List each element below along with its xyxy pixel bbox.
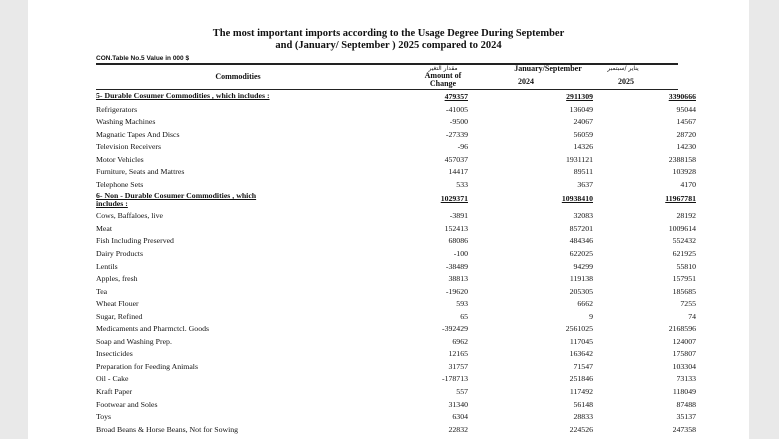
value-2024-cell: 24067 (573, 117, 593, 127)
amount-of-change-cell: 1029371 (440, 194, 468, 204)
amount-of-change-cell: -3891 (449, 211, 468, 221)
commodity-name (96, 374, 128, 383)
document-page (28, 0, 749, 439)
amount-of-change-cell: 152413 (444, 223, 468, 233)
header-year-2024: 2024 (518, 77, 534, 86)
commodity-name-text: Apples, fresh (96, 274, 138, 284)
value-2025-cell: 73133 (676, 374, 696, 384)
value-2024-cell: 28833 (573, 412, 593, 422)
amount-of-change-cell: 31757 (448, 361, 468, 371)
value-2025-cell: 552432 (672, 236, 696, 246)
value-2024-cell: 56148 (573, 399, 593, 409)
commodity-name (96, 249, 143, 258)
viewer-left-margin (0, 0, 28, 439)
amount-of-change-cell: -392429 (442, 324, 468, 334)
value-2024-cell: 1931121 (566, 154, 593, 164)
value-2025-cell: 175807 (672, 349, 696, 359)
value-2025-cell: 621925 (672, 249, 696, 259)
table-row (96, 104, 696, 117)
value-2024-cell: 89511 (573, 167, 593, 177)
amount-of-change-cell: 65 (460, 311, 468, 321)
commodity-name-text: 6- Non - Durable Cosumer Commodities , which (96, 191, 257, 201)
commodity-name (96, 299, 139, 308)
amount-of-change-cell: 479357 (444, 92, 468, 101)
table-row (96, 179, 696, 192)
commodity-name-text: Washing Machines (96, 117, 156, 127)
value-2025-cell: 11967781 (665, 194, 696, 204)
commodity-name (96, 167, 184, 176)
value-2024-cell: 94299 (573, 261, 593, 271)
table-row (96, 261, 696, 274)
commodity-name-text: Dairy Products (96, 249, 143, 259)
commodity-name (96, 192, 256, 208)
commodity-name (96, 117, 155, 126)
value-2024-cell: 117045 (569, 336, 593, 346)
commodity-name-text: Kraft Paper (96, 387, 133, 397)
value-2024-cell: 2911309 (566, 92, 593, 101)
value-2024-cell: 205305 (569, 286, 593, 296)
commodity-name (96, 337, 172, 346)
commodity-name (96, 142, 161, 151)
header-change-arabic: مقدار التغير (428, 65, 458, 72)
commodity-name-text: Soap and Washing Prep. (96, 336, 172, 346)
table-row (96, 373, 696, 386)
commodity-name-text: Tea (96, 286, 108, 296)
commodity-name (96, 236, 174, 245)
value-2025-cell: 247358 (672, 424, 696, 434)
amount-of-change-cell: 557 (456, 387, 468, 397)
header-change-line-2: Change (429, 79, 457, 88)
value-2025-cell: 28192 (676, 211, 696, 221)
commodity-name (96, 130, 180, 139)
amount-of-change-cell: 533 (456, 179, 468, 189)
amount-of-change-cell: -9500 (449, 117, 468, 127)
table-title (28, 28, 749, 52)
commodity-name-text: Meat (96, 223, 113, 233)
value-2025-cell: 55810 (676, 261, 696, 271)
table-row (96, 210, 696, 223)
table-row (96, 411, 696, 424)
viewer-right-margin (749, 0, 779, 439)
value-2025-cell: 87488 (676, 399, 696, 409)
table-row (96, 399, 696, 412)
commodity-name-text: Telephone Sets (96, 179, 144, 189)
value-2025-cell: 7255 (680, 299, 696, 309)
commodity-name-text: Magnatic Tapes And Discs (96, 129, 180, 139)
amount-of-change-cell: 593 (456, 299, 468, 309)
header-change-line-1: Amount of (424, 71, 462, 80)
commodity-name-text: Medicaments and Pharmctcl. Goods (96, 324, 210, 334)
value-2024-cell: 163642 (569, 349, 593, 359)
table-row (96, 154, 696, 167)
value-2024-cell: 484346 (569, 236, 593, 246)
table-row (96, 129, 696, 142)
value-2025-cell: 28720 (676, 129, 696, 139)
commodity-name (96, 92, 270, 100)
value-2024-cell: 9 (589, 311, 593, 321)
table-title-line-2: and (January/ September ) 2025 compared to 2024 (275, 40, 502, 51)
commodity-name (96, 180, 143, 189)
commodity-name-text: Broad Beans & Horse Beans, Not for Sowing (96, 424, 239, 434)
commodity-name-text: Motor Vehicles (96, 154, 144, 164)
value-2025-cell: 35137 (676, 412, 696, 422)
commodity-name-text: Oil - Cake (96, 374, 129, 384)
amount-of-change-cell: 31340 (448, 399, 468, 409)
commodity-name (96, 224, 112, 233)
amount-of-change-cell: 14417 (448, 167, 468, 177)
commodity-name-text: Cows, Baffaloes, live (96, 211, 163, 221)
amount-of-change-cell: -100 (453, 249, 468, 259)
commodity-name (96, 412, 111, 421)
commodity-name-text: Refrigerators (96, 104, 138, 114)
value-2025-cell: 103304 (672, 361, 696, 371)
value-2024-cell: 117492 (569, 387, 593, 397)
table-row (96, 361, 696, 374)
commodity-name (96, 387, 132, 396)
commodity-name-text: Footwear and Soles (96, 399, 158, 409)
header-year-2025: 2025 (618, 77, 634, 86)
table-row (96, 235, 696, 248)
value-2025-cell: 14567 (676, 117, 696, 127)
table-row (96, 286, 696, 299)
commodity-name (96, 105, 137, 114)
commodity-name-text: Wheat Flouer (96, 299, 139, 309)
header-period: January/September (514, 64, 582, 73)
value-2024-cell: 14326 (573, 142, 593, 152)
table-row (96, 323, 696, 336)
value-2024-cell: 251846 (569, 374, 593, 384)
header-period-arabic: يناير /سبتمبر (607, 65, 639, 72)
value-2025-cell: 118049 (672, 387, 696, 397)
amount-of-change-cell: -19620 (445, 286, 468, 296)
value-2024-cell: 6662 (577, 299, 593, 309)
amount-of-change-cell: 457037 (444, 154, 468, 164)
amount-of-change-cell: 6304 (452, 412, 468, 422)
amount-of-change-cell: 12165 (448, 349, 468, 359)
amount-of-change-cell: -178713 (442, 374, 468, 384)
commodity-name-text: Lentils (96, 261, 118, 271)
value-2025-cell: 4170 (680, 179, 696, 189)
table-row (96, 141, 696, 154)
amount-of-change-cell: -27339 (445, 129, 468, 139)
value-2024-cell: 2561025 (565, 324, 593, 334)
value-2025-cell: 2388158 (668, 154, 696, 164)
value-2025-cell: 14230 (676, 142, 696, 152)
value-2024-cell: 32083 (573, 211, 593, 221)
commodity-name-text-cont: includes : (96, 199, 128, 209)
section-row (96, 91, 696, 104)
value-2025-cell: 74 (688, 311, 696, 321)
commodity-name (96, 312, 142, 321)
table-row (96, 386, 696, 399)
value-2025-cell: 95044 (676, 104, 696, 114)
table-row (96, 311, 696, 324)
table-body (96, 91, 696, 436)
commodity-name (96, 349, 133, 358)
commodity-name (96, 324, 209, 333)
value-2024-cell: 3637 (577, 179, 593, 189)
table-row (96, 424, 696, 437)
value-2024-cell: 56059 (573, 129, 593, 139)
table-row (96, 348, 696, 361)
header-commodities: Commodities (215, 72, 261, 81)
table-row (96, 248, 696, 261)
value-2025-cell: 185685 (672, 286, 696, 296)
value-2024-cell: 857201 (569, 223, 593, 233)
amount-of-change-cell: 68086 (448, 236, 468, 246)
commodity-name-text: Preparation for Feeding Animals (96, 361, 198, 371)
value-2024-cell: 71547 (573, 361, 593, 371)
table-row (96, 116, 696, 129)
table-row (96, 336, 696, 349)
table-row (96, 273, 696, 286)
table-row (96, 298, 696, 311)
commodity-name-text: Toys (96, 412, 112, 422)
value-2024-cell: 136049 (569, 104, 593, 114)
table-row (96, 223, 696, 236)
value-2025-cell: 2168596 (668, 324, 696, 334)
value-2025-cell: 124007 (672, 336, 696, 346)
value-2025-cell: 1009614 (668, 223, 696, 233)
value-2024-cell: 224526 (569, 424, 593, 434)
commodity-name (96, 400, 158, 409)
value-2025-cell: 3390666 (668, 92, 696, 101)
value-2025-cell: 103928 (672, 167, 696, 177)
amount-of-change-cell: -41005 (445, 104, 468, 114)
value-2024-cell: 10938410 (561, 194, 593, 204)
value-2024-cell: 119138 (569, 274, 593, 284)
commodity-name-text: 5- Durable Cosumer Commodities , which includes : (96, 91, 270, 100)
value-2024-cell: 622025 (569, 249, 593, 259)
commodity-name-text: Insecticides (96, 349, 133, 359)
commodity-name (96, 425, 238, 434)
commodity-name-text: Sugar, Refined (96, 311, 143, 321)
section-row (96, 191, 696, 210)
commodity-name (96, 274, 138, 283)
amount-of-change-cell: 22832 (448, 424, 468, 434)
commodity-name-text: Furniture, Seats and Mattres (96, 167, 185, 177)
amount-of-change-cell: -96 (457, 142, 468, 152)
commodity-name-text: Fish Including Preserved (96, 236, 174, 246)
commodity-name (96, 287, 107, 296)
table-title-line-1: The most important imports according to the Usage Degree During September (212, 28, 565, 39)
commodity-name (96, 155, 144, 164)
value-2025-cell: 157951 (672, 274, 696, 284)
commodity-name (96, 262, 118, 271)
commodity-name (96, 211, 163, 220)
commodity-name-text: Television Receivers (96, 142, 162, 152)
amount-of-change-cell: -38489 (445, 261, 468, 271)
header-bottom-rule (96, 89, 678, 90)
table-label: CON.Table No.5 Value in 000 $ (96, 55, 190, 62)
commodity-name (96, 362, 198, 371)
amount-of-change-cell: 38813 (448, 274, 468, 284)
amount-of-change-cell: 6962 (452, 336, 468, 346)
table-row (96, 166, 696, 179)
